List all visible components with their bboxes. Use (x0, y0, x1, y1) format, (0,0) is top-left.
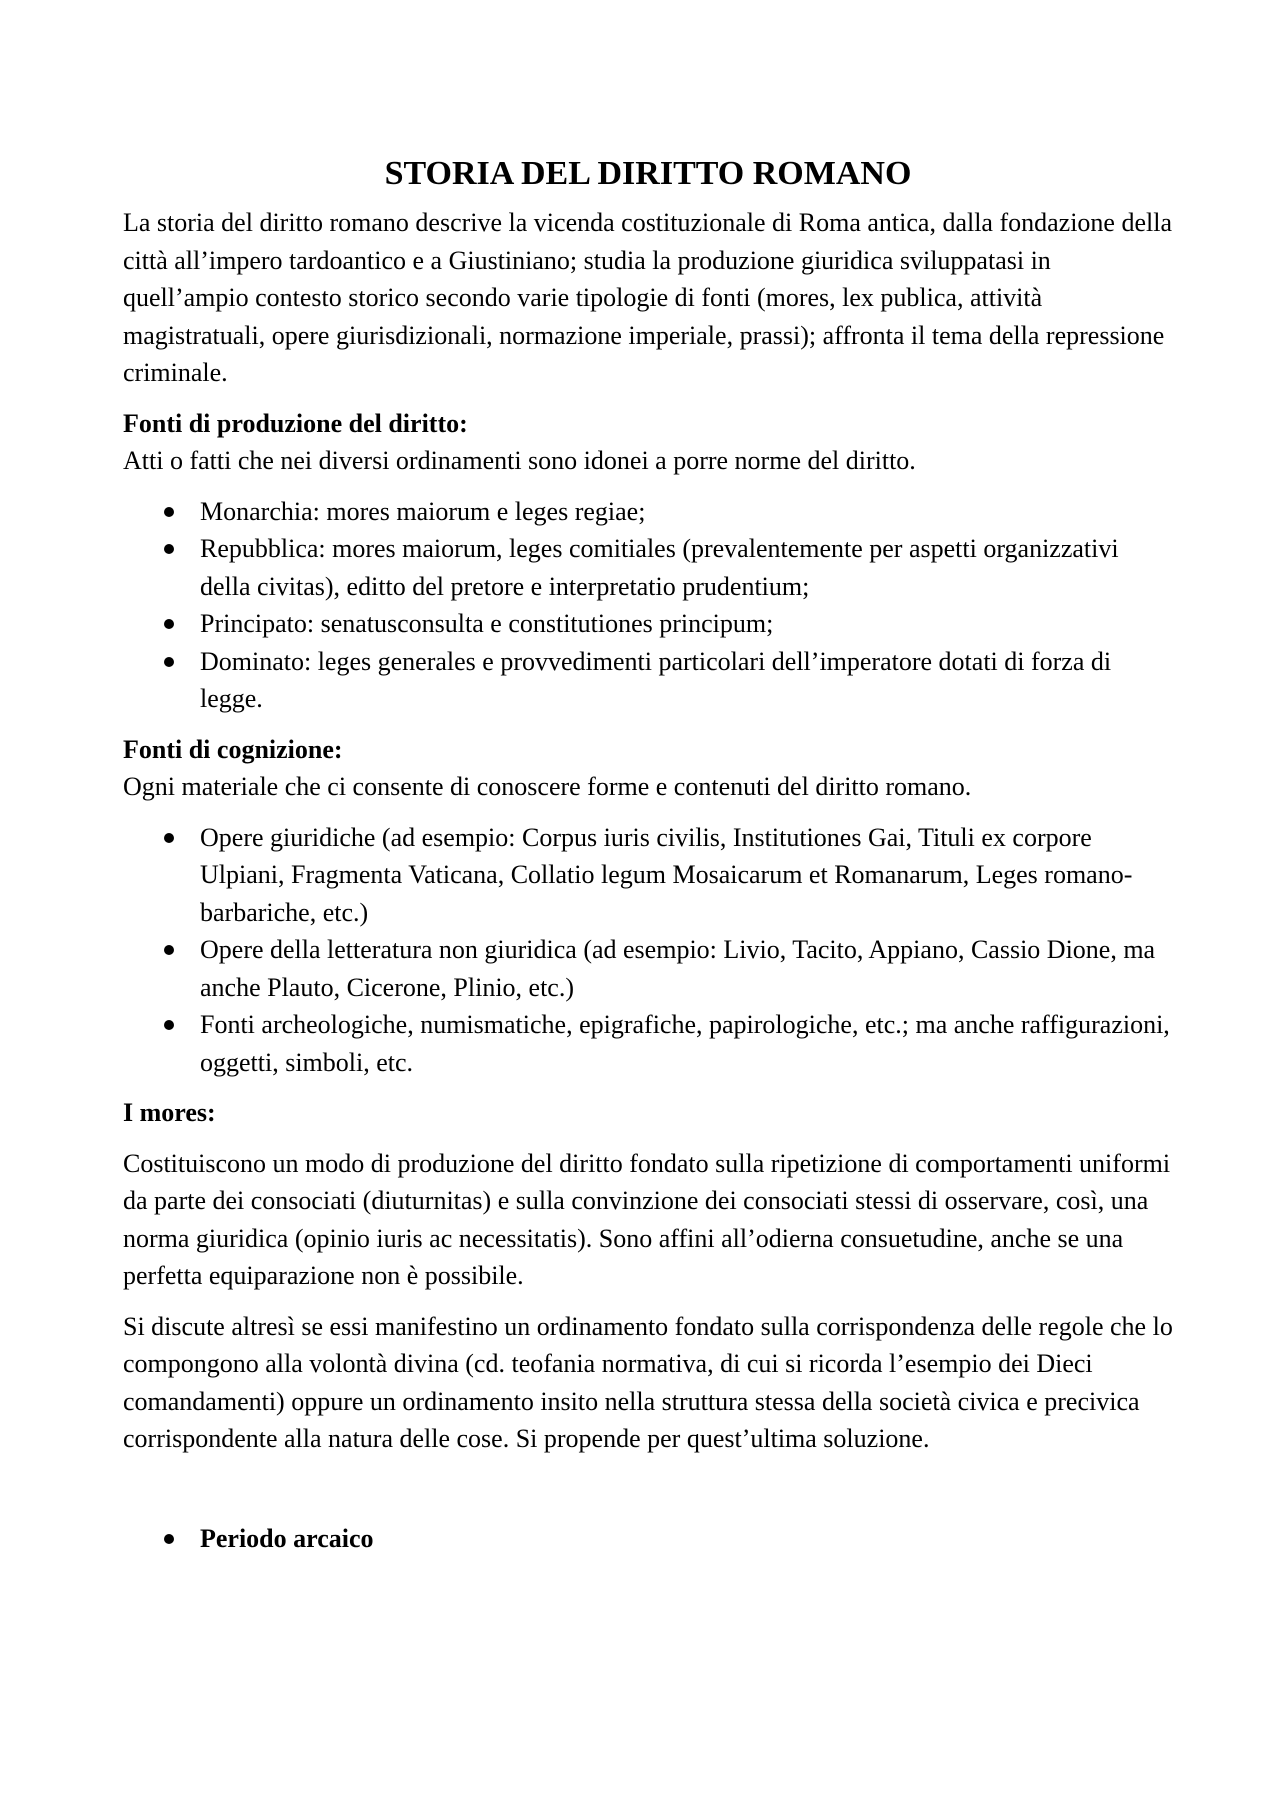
list-item-text: Repubblica: mores maiorum, leges comitiales (prevalentemente per aspetti organizzativi della civitas), editto del pretore e interpretatio prudentium; (200, 534, 1119, 601)
mores-heading: I mores: (123, 1098, 216, 1127)
list-item (123, 605, 1173, 643)
list-item-text: Principato: senatusconsulta e constitutiones principum; (200, 609, 774, 638)
list-item-text: Fonti archeologiche, numismatiche, epigrafiche, papirologiche, etc.; ma anche raffigurazioni, oggetti, simboli, etc. (200, 1010, 1170, 1077)
document-title: STORIA DEL DIRITTO ROMANO (384, 155, 912, 192)
intro-paragraph: La storia del diritto romano descrive la vicenda costituzionale di Roma antica, dalla fondazione della città all’impero tardoantico e a Giustiniano; studia la produzione giuridica sviluppatasi in quell’ampio contesto storico secondo varie tipologie di fonti (mores, lex publica, attività magistratuali, opere giurisdizionali, normazione imperiale, prassi); affronta il tema della repressione criminale. (123, 208, 1173, 387)
list-item (123, 1520, 1173, 1558)
periodo-arcaico-label: Periodo arcaico (200, 1523, 374, 1553)
list-item (123, 643, 1173, 718)
list-item-text: Opere della letteratura non giuridica (ad esempio: Livio, Tacito, Appiano, Cassio Dione, ma anche Plauto, Cicerone, Plinio, etc.) (200, 935, 1156, 1002)
fonti-cognizione-heading: Fonti di cognizione: (123, 734, 343, 764)
mores-paragraph-1: Costituiscono un modo di produzione del diritto fondato sulla ripetizione di comportamenti uniformi da parte dei consociati (diuturnitas) e sulla convinzione dei consociati stessi di osservare, così, una norma giuridica (opinio iuris ac necessitatis). Sono affini all’odierna consuetudine, anche se una perfetta equiparazione non è possibile. (123, 1148, 1171, 1290)
list-item (123, 493, 1173, 531)
bullet-icon (164, 507, 174, 517)
fonti-cognizione-definition: Ogni materiale che ci consente di conoscere forme e contenuti del diritto romano. (123, 772, 972, 801)
bullet-icon (164, 833, 174, 843)
list-item (123, 530, 1173, 605)
fonti-produzione-list (123, 493, 1173, 718)
fonti-cognizione-list (123, 819, 1173, 1082)
mores-paragraph-2: Si discute altresì se essi manifestino un ordinamento fondato sulla corrispondenza delle regole che lo compongono alla volontà divina (cd. teofania normativa, di cui si ricorda l’esempio dei Dieci comandamenti) oppure un ordinamento insito nella struttura stessa della società civica e precivica corrispondente alla natura delle cose. Si propende per quest’ultima soluzione. (123, 1311, 1173, 1453)
list-item (123, 819, 1173, 932)
fonti-produzione-heading: Fonti di produzione del diritto: (123, 408, 468, 438)
list-item-text: Opere giuridiche (ad esempio: Corpus iuris civilis, Institutiones Gai, Tituli ex corpore Ulpiani, Fragmenta Vaticana, Collatio legum Mosaicarum et Romanarum, Leges romano-barbariche, etc.) (200, 822, 1133, 927)
bullet-icon (164, 657, 174, 667)
fonti-produzione-definition: Atti o fatti che nei diversi ordinamenti sono idonei a porre norme del diritto. (123, 446, 916, 475)
periodo-list (123, 1520, 1173, 1558)
bullet-icon (164, 544, 174, 554)
bullet-icon (164, 1534, 174, 1544)
bullet-icon (164, 619, 174, 629)
list-item (123, 1006, 1173, 1081)
bullet-icon (164, 1020, 174, 1030)
document-page (123, 152, 1173, 1570)
bullet-icon (164, 945, 174, 955)
list-item-text: Monarchia: mores maiorum e leges regiae; (200, 496, 646, 526)
list-item-text: Dominato: leges generales e provvedimenti particolari dell’imperatore dotati di forza di legge. (200, 646, 1112, 713)
list-item (123, 931, 1173, 1006)
